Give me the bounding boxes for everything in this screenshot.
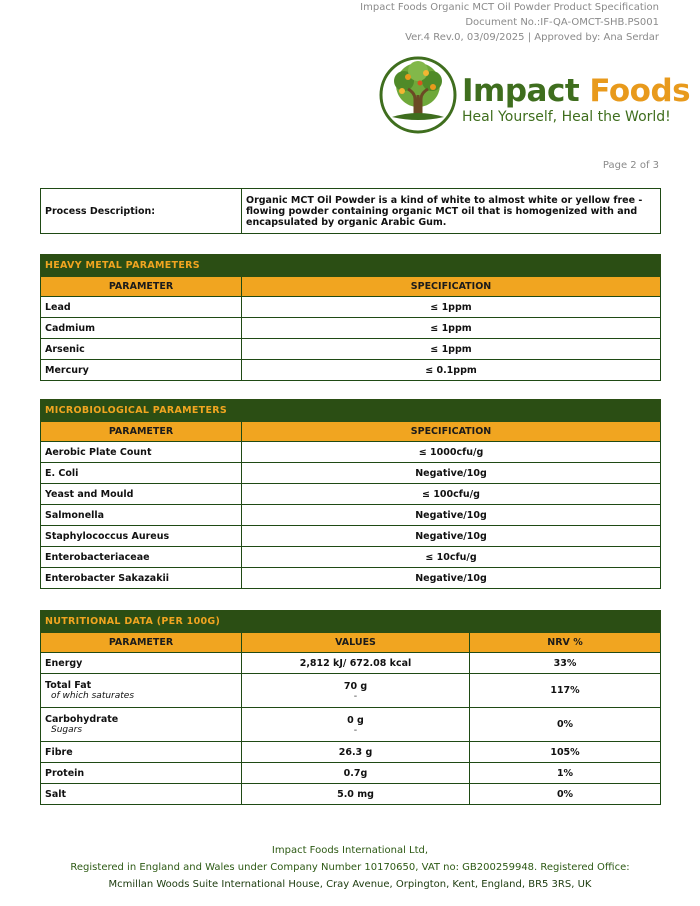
param-name: Carbohydrate [45, 714, 119, 725]
param-name: E. Coli [41, 463, 242, 484]
table-row [41, 653, 661, 674]
param-spec: ≤ 1ppm [242, 318, 661, 339]
param-name: Protein [41, 763, 242, 784]
footer-address: Mcmillan Woods Suite International House, Cray Avenue, Orpington, Kent, England, BR5 3RS, UK [108, 879, 592, 890]
param-value: 5.0 mg [242, 784, 470, 805]
param-subvalue: - [353, 690, 358, 702]
param-name: Lead [41, 297, 242, 318]
param-name: Staphylococcus Aureus [41, 526, 242, 547]
param-name: Mercury [41, 360, 242, 381]
brand-tagline: Heal Yourself, Heal the World! [462, 109, 671, 125]
table-row [41, 568, 661, 589]
param-value: 70 g [343, 680, 368, 692]
param-cell [41, 674, 242, 708]
footer-company: Impact Foods International Ltd, [271, 845, 429, 856]
company-footer [0, 842, 700, 893]
table-row [41, 742, 661, 763]
micro-title: MICROBIOLOGICAL PARAMETERS [41, 400, 661, 422]
param-spec: ≤ 0.1ppm [242, 360, 661, 381]
brand-foods: Foods [579, 73, 691, 109]
table-row [41, 708, 661, 742]
param-name: Fibre [41, 742, 242, 763]
param-subname: Sugars [51, 725, 83, 735]
table-row [41, 674, 661, 708]
param-nrv: 117% [470, 674, 661, 708]
brand-impact: Impact [462, 73, 580, 109]
param-spec: Negative/10g [242, 568, 661, 589]
param-value: 2,812 kJ/ 672.08 kcal [242, 653, 470, 674]
process-text: Organic MCT Oil Powder is a kind of white to almost white or yellow free -flowing powder containing organic MCT oil that is homogenized with and encapsulated by organic Arabic Gum. [242, 189, 661, 234]
param-name: Energy [41, 653, 242, 674]
process-description-table [40, 188, 661, 234]
param-nrv: 33% [470, 653, 661, 674]
param-spec: ≤ 100cfu/g [242, 484, 661, 505]
page-number: Page 2 of 3 [602, 160, 659, 171]
param-value: 0.7g [242, 763, 470, 784]
param-spec: ≤ 1ppm [242, 297, 661, 318]
heavy-metal-title: HEAVY METAL PARAMETERS [41, 255, 661, 277]
param-nrv: 105% [470, 742, 661, 763]
table-row [41, 484, 661, 505]
param-spec: ≤ 10cfu/g [242, 547, 661, 568]
param-nrv: 0% [470, 708, 661, 742]
param-subname: of which saturates [51, 691, 135, 701]
table-row [41, 526, 661, 547]
table-row [41, 463, 661, 484]
column-header-parameter: PARAMETER [41, 277, 242, 297]
nutrition-title: NUTRITIONAL DATA (PER 100G) [41, 611, 661, 633]
param-name: Cadmium [41, 318, 242, 339]
table-row [41, 360, 661, 381]
param-nrv: 0% [470, 784, 661, 805]
process-row [41, 189, 661, 234]
param-name: Arsenic [41, 339, 242, 360]
doc-number: Document No.:IF-QA-OMCT-SHB.PS001 [465, 17, 659, 28]
value-cell [242, 674, 470, 708]
nutrition-table [40, 610, 661, 805]
param-name: Enterobacter Sakazakii [41, 568, 242, 589]
table-row [41, 784, 661, 805]
param-spec: ≤ 1000cfu/g [242, 442, 661, 463]
heavy-metal-table [40, 254, 661, 381]
brand-name [462, 74, 690, 108]
doc-title: Impact Foods Organic MCT Oil Powder Product Specification [360, 2, 659, 13]
table-row [41, 339, 661, 360]
param-subvalue: - [353, 724, 358, 736]
param-name: Enterobacteriaceae [41, 547, 242, 568]
doc-version: Ver.4 Rev.0, 03/09/2025 | Approved by: Ana Serdar [405, 32, 659, 43]
param-value: 0 g [347, 714, 364, 726]
footer-registration: Registered in England and Wales under Company Number 10170650, VAT no: GB200259948. Registered Office: [70, 862, 630, 873]
document-header [360, 0, 659, 45]
value-cell [242, 708, 470, 742]
param-spec: ≤ 1ppm [242, 339, 661, 360]
param-name: Total Fat [45, 680, 92, 691]
column-header-parameter: PARAMETER [41, 422, 242, 442]
process-label: Process Description: [41, 189, 242, 234]
column-header-specification: SPECIFICATION [242, 277, 661, 297]
param-name: Yeast and Mould [41, 484, 242, 505]
param-name: Aerobic Plate Count [41, 442, 242, 463]
param-nrv: 1% [470, 763, 661, 784]
param-value: 26.3 g [242, 742, 470, 763]
table-row [41, 763, 661, 784]
table-row [41, 442, 661, 463]
param-name: Salt [41, 784, 242, 805]
column-header-values: VALUES [242, 633, 470, 653]
param-spec: Negative/10g [242, 505, 661, 526]
table-row [41, 505, 661, 526]
param-cell [41, 708, 242, 742]
microbiological-table [40, 399, 661, 589]
table-row [41, 318, 661, 339]
column-header-parameter: PARAMETER [41, 633, 242, 653]
param-spec: Negative/10g [242, 526, 661, 547]
param-spec: Negative/10g [242, 463, 661, 484]
tree-logo-icon [378, 55, 458, 135]
column-header-nrv: NRV % [470, 633, 661, 653]
param-name: Salmonella [41, 505, 242, 526]
table-row [41, 297, 661, 318]
column-header-specification: SPECIFICATION [242, 422, 661, 442]
table-row [41, 547, 661, 568]
